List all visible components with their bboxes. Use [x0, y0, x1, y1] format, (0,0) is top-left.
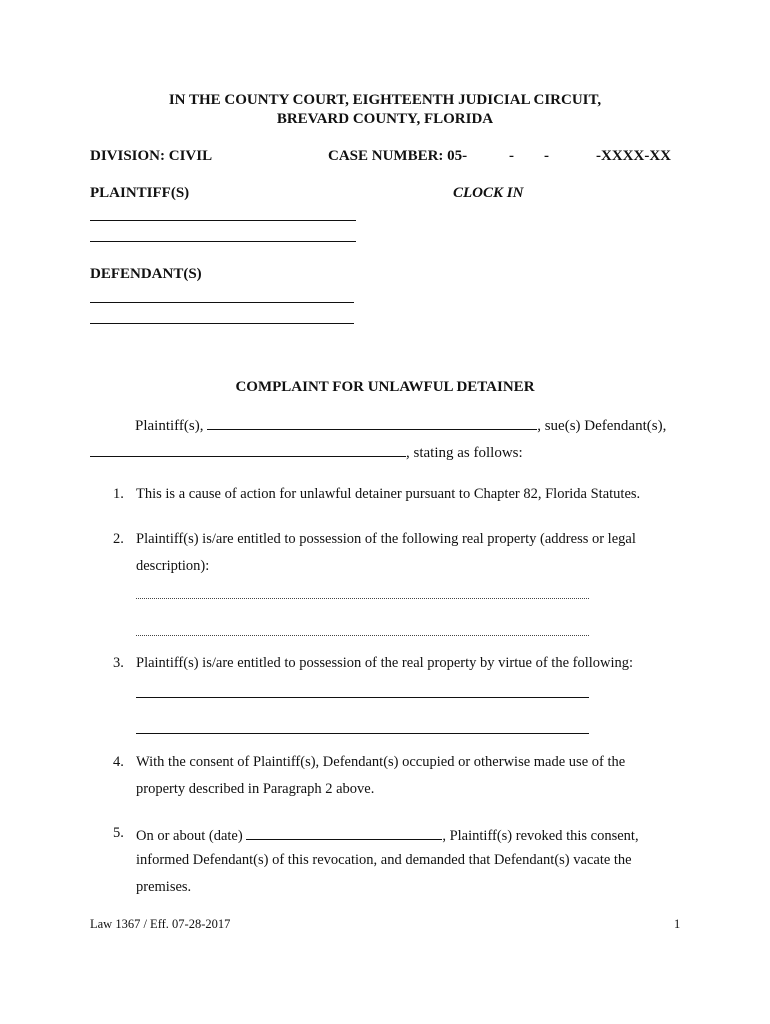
case-number-label: CASE NUMBER: 05- [328, 148, 468, 164]
property-description-line-1[interactable] [136, 598, 589, 599]
paragraph-2-number: 2. [113, 531, 124, 547]
defendant-names-blank[interactable] [90, 442, 406, 457]
plaintiff-names-blank[interactable] [207, 415, 537, 430]
case-number-dash-2: - [544, 148, 549, 164]
paragraph-5-prefix: On or about (date) [136, 828, 243, 844]
court-header-line2: BREVARD COUNTY, FLORIDA [276, 111, 494, 127]
paragraph-2-text: Plaintiff(s) is/are entitled to possession of the following real property (address or legal [136, 531, 636, 547]
plaintiff-name-line-1[interactable] [90, 220, 356, 221]
paragraph-1-text: This is a cause of action for unlawful detainer pursuant to Chapter 82, Florida Statutes. [136, 486, 641, 502]
paragraph-1-number: 1. [113, 486, 124, 502]
paragraph-4-number: 4. [113, 754, 124, 770]
stating-suffix: , stating as follows: [406, 445, 523, 461]
revocation-date-blank[interactable] [246, 825, 442, 840]
paragraph-5-line-1 [136, 825, 639, 845]
plaintiffs-prefix: Plaintiff(s), [135, 418, 204, 434]
paragraph-4-text-cont: property described in Paragraph 2 above. [136, 781, 375, 797]
paragraph-5-text-end: premises. [136, 879, 192, 895]
property-description-line-2[interactable] [136, 635, 589, 636]
paragraph-4-text: With the consent of Plaintiff(s), Defendant(s) occupied or otherwise made use of the [136, 754, 626, 770]
case-number-suffix: -XXXX-XX [596, 148, 671, 164]
paragraph-2-text-cont: description): [136, 558, 210, 574]
paragraph-3-text: Plaintiff(s) is/are entitled to possession of the real property by virtue of the following: [136, 655, 634, 671]
defendants-label: DEFENDANT(S) [90, 266, 202, 282]
case-number-dash-1: - [509, 148, 514, 164]
possession-basis-line-1[interactable] [136, 697, 589, 698]
defendant-name-line-1[interactable] [90, 302, 354, 303]
possession-basis-line-2[interactable] [136, 733, 589, 734]
paragraph-3-number: 3. [113, 655, 124, 671]
paragraph-5-text-cont: informed Defendant(s) of this revocation, and demanded that Defendant(s) vacate the [136, 852, 632, 868]
sues-suffix: , sue(s) Defendant(s), [537, 418, 667, 434]
plaintiff-name-line-2[interactable] [90, 241, 356, 242]
court-header-line1: IN THE COUNTY COURT, EIGHTEENTH JUDICIAL CIRCUIT, [168, 92, 602, 108]
intro-line-1 [135, 415, 666, 435]
plaintiffs-label: PLAINTIFF(S) [90, 185, 190, 201]
form-identifier: Law 1367 / Eff. 07-28-2017 [90, 917, 231, 931]
defendant-name-line-2[interactable] [90, 323, 354, 324]
complaint-title: COMPLAINT FOR UNLAWFUL DETAINER [235, 379, 535, 395]
intro-line-2 [90, 442, 523, 462]
page-number: 1 [674, 917, 681, 931]
division-label: DIVISION: CIVIL [90, 148, 213, 164]
paragraph-5-suffix: , Plaintiff(s) revoked this consent, [442, 828, 639, 844]
clock-in-label: CLOCK IN [453, 185, 524, 201]
paragraph-5-number: 5. [113, 825, 124, 841]
